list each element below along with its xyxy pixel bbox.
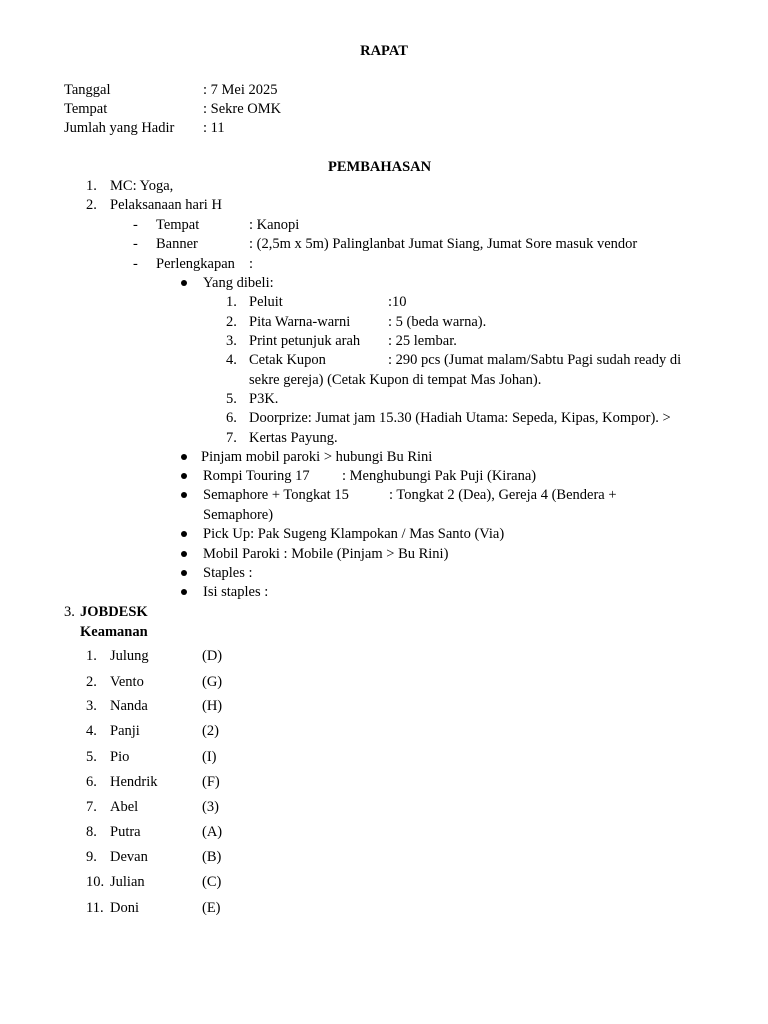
beli-value: : 25 lembar.: [388, 333, 457, 349]
dash-marker: -: [133, 256, 138, 272]
member-name: Putra: [110, 824, 141, 840]
info-value-jumlah: : 11: [203, 120, 225, 136]
bullet-text: Rompi Touring 17: [203, 468, 310, 484]
list-number: 2.: [86, 197, 97, 213]
bullet-icon: [181, 280, 187, 286]
beli-number: 4.: [226, 352, 237, 368]
beli-value: : 290 pcs (Jumat malam/Sabtu Pagi sudah ready di: [388, 352, 682, 368]
member-name: Nanda: [110, 698, 148, 714]
beli-value-cont: sekre gereja) (Cetak Kupon di tempat Mas Johan).: [249, 372, 542, 388]
bullet-text: Pinjam mobil paroki > hubungi Bu Rini: [201, 449, 433, 465]
member-number: 6.: [86, 774, 97, 790]
member-code: (B): [202, 849, 222, 865]
member-code: (2): [202, 723, 219, 739]
jobdesk-number: 3.: [64, 604, 75, 620]
beli-number: 3.: [226, 333, 237, 349]
member-code: (C): [202, 874, 222, 890]
member-name: Hendrik: [110, 774, 158, 790]
list-number: 1.: [86, 178, 97, 194]
bullet-text: Isi staples :: [203, 584, 269, 600]
keamanan-subheading: Keamanan: [80, 624, 148, 640]
member-code: (G): [202, 674, 223, 690]
jobdesk-heading: JOBDESK: [80, 604, 148, 620]
bullet-icon: [181, 551, 187, 557]
member-number: 7.: [86, 799, 97, 815]
member-number: 3.: [86, 698, 97, 714]
yang-dibeli-label: Yang dibeli:: [203, 275, 274, 291]
bullet-value-cont: Semaphore): [203, 507, 274, 523]
member-number: 2.: [86, 674, 97, 690]
info-label-tanggal: Tanggal: [64, 82, 111, 98]
member-code: (A): [202, 824, 223, 840]
bullet-text: Pick Up: Pak Sugeng Klampokan / Mas Santo (Via): [203, 526, 505, 542]
tempat-label: Tempat: [156, 217, 200, 233]
list-item-mc: MC: Yoga,: [110, 178, 174, 194]
member-number: 1.: [86, 648, 97, 664]
dash-marker: -: [133, 236, 138, 252]
bullet-icon: [181, 589, 187, 595]
beli-number: 2.: [226, 314, 237, 330]
member-number: 5.: [86, 749, 97, 765]
beli-number: 6.: [226, 410, 237, 426]
bullet-icon: [181, 531, 187, 537]
beli-name: Pita Warna-warni: [249, 314, 351, 330]
bullet-value: : Tongkat 2 (Dea), Gereja 4 (Bendera +: [389, 487, 617, 503]
beli-value: :10: [388, 294, 407, 310]
member-number: 4.: [86, 723, 97, 739]
info-label-jumlah: Jumlah yang Hadir: [64, 120, 175, 136]
beli-number: 7.: [226, 430, 237, 446]
member-name: Devan: [110, 849, 148, 865]
beli-name: Peluit: [249, 294, 283, 310]
member-number: 11.: [86, 900, 104, 916]
bullet-text: Mobil Paroki : Mobile (Pinjam > Bu Rini): [203, 546, 449, 562]
beli-number: 1.: [226, 294, 237, 310]
member-number: 9.: [86, 849, 97, 865]
member-name: Vento: [110, 674, 144, 690]
info-value-tempat: : Sekre OMK: [203, 101, 282, 117]
member-name: Panji: [110, 723, 140, 739]
pembahasan-heading: PEMBAHASAN: [328, 159, 432, 175]
list-item-pelaksanaan: Pelaksanaan hari H: [110, 197, 222, 213]
member-name: Doni: [110, 900, 139, 916]
info-value-tanggal: : 7 Mei 2025: [203, 82, 278, 98]
beli-number: 5.: [226, 391, 237, 407]
member-name: Pio: [110, 749, 130, 765]
bullet-icon: [181, 454, 187, 460]
beli-name: Doorprize: Jumat jam 15.30 (Hadiah Utama: Sepeda, Kipas, Kompor). >: [249, 410, 671, 426]
bullet-text: Staples :: [203, 565, 253, 581]
member-code: (3): [202, 799, 219, 815]
perlengkapan-value: :: [249, 256, 254, 272]
member-code: (I): [202, 749, 217, 765]
member-name: Abel: [110, 799, 139, 815]
member-number: 8.: [86, 824, 97, 840]
beli-value: : 5 (beda warna).: [388, 314, 487, 330]
document-title: RAPAT: [360, 43, 408, 59]
perlengkapan-label: Perlengkapan: [156, 256, 235, 272]
member-number: 10.: [86, 874, 105, 890]
beli-name: Kertas Payung.: [249, 430, 338, 446]
info-label-tempat: Tempat: [64, 101, 108, 117]
dash-marker: -: [133, 217, 138, 233]
member-code: (F): [202, 774, 220, 790]
banner-label: Banner: [156, 236, 198, 252]
beli-name: Cetak Kupon: [249, 352, 326, 368]
bullet-icon: [181, 570, 187, 576]
bullet-value: : Menghubungi Pak Puji (Kirana): [342, 468, 537, 484]
beli-name: Print petunjuk arah: [249, 333, 361, 349]
bullet-icon: [181, 492, 187, 498]
bullet-icon: [181, 473, 187, 479]
member-code: (H): [202, 698, 223, 714]
member-code: (D): [202, 648, 223, 664]
banner-value: : (2,5m x 5m) Palinglanbat Jumat Siang, Jumat Sore masuk vendor: [249, 236, 638, 252]
member-name: Julung: [110, 648, 149, 664]
beli-name: P3K.: [249, 391, 279, 407]
member-name: Julian: [110, 874, 145, 890]
member-code: (E): [202, 900, 221, 916]
tempat-value: : Kanopi: [249, 217, 300, 233]
bullet-text: Semaphore + Tongkat 15: [203, 487, 349, 503]
